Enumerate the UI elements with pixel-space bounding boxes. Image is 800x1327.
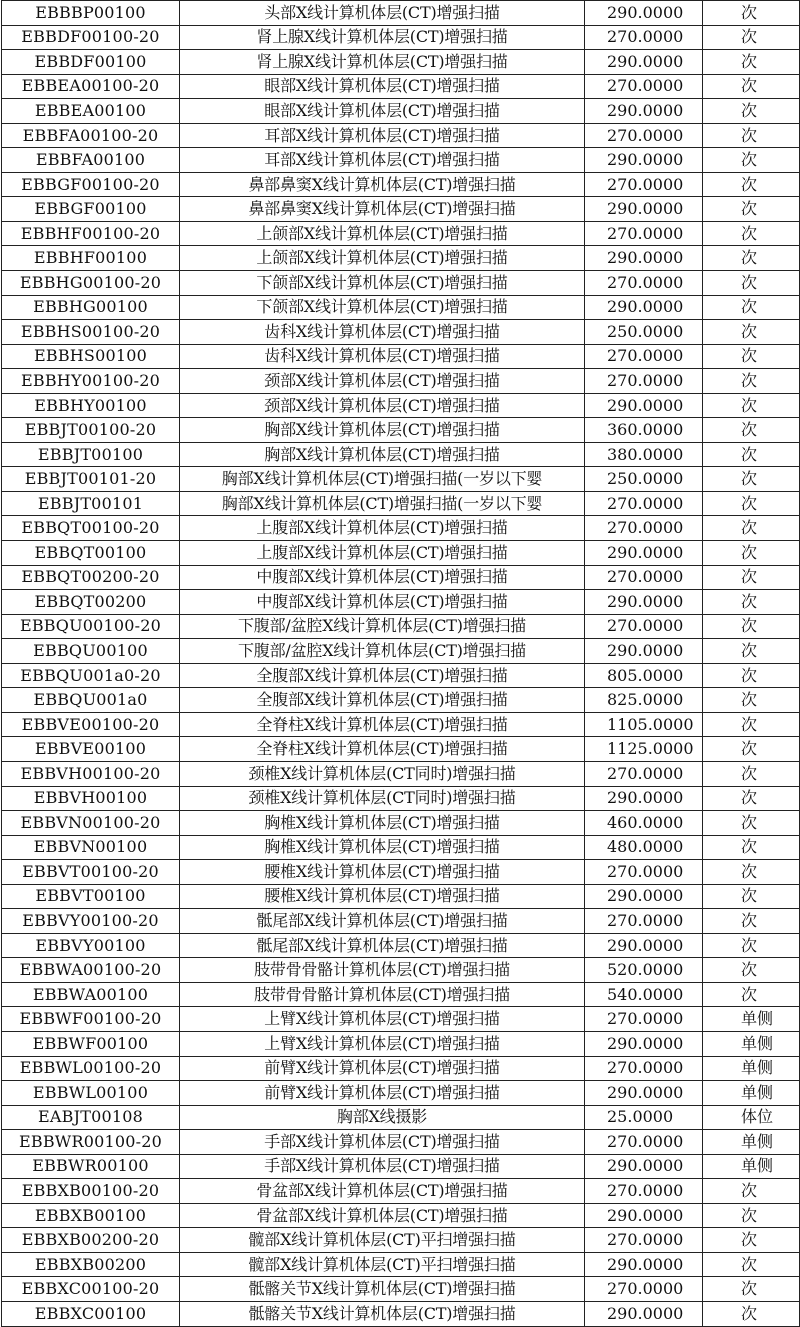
item-name-cell: 肾上腺X线计算机体层(CT)增强扫描 (180, 50, 585, 75)
item-code-cell: EBBFA00100 (2, 148, 180, 173)
item-code-cell: EBBWA00100-20 (2, 958, 180, 983)
item-price-cell: 520.0000 (585, 958, 703, 983)
item-price-cell: 290.0000 (585, 1, 703, 26)
item-price-cell: 290.0000 (585, 786, 703, 811)
item-code-cell: EBBJT00101-20 (2, 467, 180, 492)
item-name-cell: 髋部X线计算机体层(CT)平扫增强扫描 (180, 1252, 585, 1277)
table-row (2, 811, 800, 836)
item-name-cell: 骨盆部X线计算机体层(CT)增强扫描 (180, 1179, 585, 1204)
item-unit-cell: 次 (703, 491, 800, 516)
item-unit-cell: 次 (703, 1252, 800, 1277)
item-code-cell: EBBXB00100-20 (2, 1179, 180, 1204)
table-row (2, 418, 800, 443)
item-name-cell: 前臂X线计算机体层(CT)增强扫描 (180, 1056, 585, 1081)
item-price-cell: 25.0000 (585, 1105, 703, 1130)
item-unit-cell: 次 (703, 246, 800, 271)
item-code-cell: EBBGF00100-20 (2, 172, 180, 197)
table-row (2, 148, 800, 173)
item-code-cell: EBBVE00100 (2, 737, 180, 762)
item-price-cell: 290.0000 (585, 1301, 703, 1326)
item-code-cell: EBBVY00100-20 (2, 909, 180, 934)
table-row (2, 344, 800, 369)
item-unit-cell: 次 (703, 614, 800, 639)
table-row (2, 933, 800, 958)
item-price-cell: 805.0000 (585, 663, 703, 688)
table-row (2, 737, 800, 762)
table-row (2, 884, 800, 909)
item-code-cell: EBBWR00100 (2, 1154, 180, 1179)
item-price-cell: 270.0000 (585, 344, 703, 369)
table-row (2, 1228, 800, 1253)
item-price-cell: 290.0000 (585, 246, 703, 271)
item-unit-cell: 次 (703, 761, 800, 786)
item-unit-cell: 次 (703, 639, 800, 664)
item-unit-cell: 次 (703, 884, 800, 909)
item-price-cell: 270.0000 (585, 123, 703, 148)
item-name-cell: 前臂X线计算机体层(CT)增强扫描 (180, 1081, 585, 1106)
item-unit-cell: 次 (703, 737, 800, 762)
item-name-cell: 耳部X线计算机体层(CT)增强扫描 (180, 123, 585, 148)
table-row (2, 663, 800, 688)
item-name-cell: 中腹部X线计算机体层(CT)增强扫描 (180, 565, 585, 590)
item-price-cell: 290.0000 (585, 1081, 703, 1106)
item-price-cell: 290.0000 (585, 295, 703, 320)
item-code-cell: EBBXB00200 (2, 1252, 180, 1277)
item-unit-cell: 次 (703, 271, 800, 296)
item-name-cell: 骶髂关节X线计算机体层(CT)增强扫描 (180, 1301, 585, 1326)
table-row (2, 688, 800, 713)
item-name-cell: 颈椎X线计算机体层(CT同时)增强扫描 (180, 786, 585, 811)
item-price-cell: 270.0000 (585, 1228, 703, 1253)
item-code-cell: EBBQU001a0 (2, 688, 180, 713)
item-name-cell: 耳部X线计算机体层(CT)增强扫描 (180, 148, 585, 173)
item-unit-cell: 次 (703, 1, 800, 26)
item-name-cell: 全腹部X线计算机体层(CT)增强扫描 (180, 688, 585, 713)
item-price-cell: 290.0000 (585, 1154, 703, 1179)
table-row (2, 1301, 800, 1326)
item-code-cell: EBBHG00100-20 (2, 271, 180, 296)
item-price-cell: 270.0000 (585, 860, 703, 885)
item-price-cell: 270.0000 (585, 1007, 703, 1032)
item-code-cell: EBBQU00100-20 (2, 614, 180, 639)
item-unit-cell: 次 (703, 197, 800, 222)
item-code-cell: EBBGF00100 (2, 197, 180, 222)
table-row (2, 1277, 800, 1302)
table-row (2, 393, 800, 418)
item-name-cell: 中腹部X线计算机体层(CT)增强扫描 (180, 590, 585, 615)
item-unit-cell: 体位 (703, 1105, 800, 1130)
table-row (2, 221, 800, 246)
item-unit-cell: 单侧 (703, 1081, 800, 1106)
table-row (2, 761, 800, 786)
item-price-cell: 250.0000 (585, 320, 703, 345)
item-code-cell: EABJT00108 (2, 1105, 180, 1130)
item-unit-cell: 次 (703, 393, 800, 418)
item-code-cell: EBBJT00100-20 (2, 418, 180, 443)
item-unit-cell: 次 (703, 982, 800, 1007)
item-code-cell: EBBHY00100-20 (2, 369, 180, 394)
item-price-cell: 460.0000 (585, 811, 703, 836)
item-unit-cell: 次 (703, 1277, 800, 1302)
item-code-cell: EBBXC00100 (2, 1301, 180, 1326)
item-unit-cell: 次 (703, 99, 800, 124)
item-unit-cell: 次 (703, 442, 800, 467)
item-price-cell: 270.0000 (585, 909, 703, 934)
table-row (2, 1056, 800, 1081)
item-name-cell: 颈部X线计算机体层(CT)增强扫描 (180, 369, 585, 394)
table-row (2, 860, 800, 885)
item-name-cell: 下颌部X线计算机体层(CT)增强扫描 (180, 271, 585, 296)
item-code-cell: EBBWL00100 (2, 1081, 180, 1106)
item-code-cell: EBBVT00100 (2, 884, 180, 909)
item-unit-cell: 次 (703, 590, 800, 615)
table-row (2, 590, 800, 615)
item-name-cell: 腰椎X线计算机体层(CT)增强扫描 (180, 884, 585, 909)
item-unit-cell: 次 (703, 418, 800, 443)
item-price-cell: 290.0000 (585, 590, 703, 615)
item-unit-cell: 次 (703, 516, 800, 541)
item-name-cell: 胸部X线计算机体层(CT)增强扫描 (180, 418, 585, 443)
item-unit-cell: 次 (703, 688, 800, 713)
item-unit-cell: 单侧 (703, 1031, 800, 1056)
item-unit-cell: 次 (703, 786, 800, 811)
table-row (2, 99, 800, 124)
table-row (2, 1, 800, 26)
table-row (2, 197, 800, 222)
item-code-cell: EBBWF00100-20 (2, 1007, 180, 1032)
item-code-cell: EBBHF00100-20 (2, 221, 180, 246)
item-price-cell: 290.0000 (585, 148, 703, 173)
table-row (2, 320, 800, 345)
item-code-cell: EBBVH00100-20 (2, 761, 180, 786)
item-price-cell: 250.0000 (585, 467, 703, 492)
item-price-cell: 290.0000 (585, 884, 703, 909)
item-price-cell: 270.0000 (585, 1179, 703, 1204)
item-name-cell: 上臂X线计算机体层(CT)增强扫描 (180, 1031, 585, 1056)
item-unit-cell: 次 (703, 221, 800, 246)
table-row (2, 1154, 800, 1179)
item-name-cell: 肢带骨骨骼计算机体层(CT)增强扫描 (180, 958, 585, 983)
table-row (2, 958, 800, 983)
table-row (2, 1105, 800, 1130)
item-name-cell: 肾上腺X线计算机体层(CT)增强扫描 (180, 25, 585, 50)
table-row (2, 541, 800, 566)
item-name-cell: 齿科X线计算机体层(CT)增强扫描 (180, 344, 585, 369)
item-code-cell: EBBVH00100 (2, 786, 180, 811)
item-unit-cell: 次 (703, 295, 800, 320)
item-price-cell: 270.0000 (585, 25, 703, 50)
item-name-cell: 胸部X线计算机体层(CT)增强扫描(一岁以下婴 (180, 491, 585, 516)
item-name-cell: 齿科X线计算机体层(CT)增强扫描 (180, 320, 585, 345)
item-code-cell: EBBXB00200-20 (2, 1228, 180, 1253)
item-name-cell: 上颌部X线计算机体层(CT)增强扫描 (180, 221, 585, 246)
item-code-cell: EBBWA00100 (2, 982, 180, 1007)
table-row (2, 1007, 800, 1032)
item-unit-cell: 次 (703, 933, 800, 958)
table-row (2, 123, 800, 148)
item-price-cell: 290.0000 (585, 1031, 703, 1056)
item-price-cell: 1125.0000 (585, 737, 703, 762)
item-price-cell: 270.0000 (585, 74, 703, 99)
item-name-cell: 下颌部X线计算机体层(CT)增强扫描 (180, 295, 585, 320)
item-price-cell: 290.0000 (585, 933, 703, 958)
table-row (2, 982, 800, 1007)
item-price-cell: 270.0000 (585, 516, 703, 541)
item-price-cell: 290.0000 (585, 639, 703, 664)
item-code-cell: EBBHS00100-20 (2, 320, 180, 345)
item-price-cell: 290.0000 (585, 197, 703, 222)
item-price-cell: 540.0000 (585, 982, 703, 1007)
item-price-cell: 360.0000 (585, 418, 703, 443)
item-name-cell: 眼部X线计算机体层(CT)增强扫描 (180, 74, 585, 99)
item-price-cell: 270.0000 (585, 1130, 703, 1155)
item-unit-cell: 次 (703, 860, 800, 885)
item-price-cell: 270.0000 (585, 271, 703, 296)
item-name-cell: 头部X线计算机体层(CT)增强扫描 (180, 1, 585, 26)
item-code-cell: EBBVE00100-20 (2, 712, 180, 737)
item-unit-cell: 次 (703, 835, 800, 860)
item-code-cell: EBBXC00100-20 (2, 1277, 180, 1302)
item-unit-cell: 次 (703, 712, 800, 737)
item-name-cell: 骶尾部X线计算机体层(CT)增强扫描 (180, 909, 585, 934)
table-row (2, 786, 800, 811)
item-name-cell: 手部X线计算机体层(CT)增强扫描 (180, 1130, 585, 1155)
item-code-cell: EBBJT00100 (2, 442, 180, 467)
item-name-cell: 胸部X线计算机体层(CT)增强扫描 (180, 442, 585, 467)
item-code-cell: EBBQT00100 (2, 541, 180, 566)
item-price-cell: 270.0000 (585, 491, 703, 516)
table-row (2, 835, 800, 860)
item-name-cell: 眼部X线计算机体层(CT)增强扫描 (180, 99, 585, 124)
table-row (2, 516, 800, 541)
item-name-cell: 肢带骨骨骼计算机体层(CT)增强扫描 (180, 982, 585, 1007)
item-name-cell: 骶尾部X线计算机体层(CT)增强扫描 (180, 933, 585, 958)
item-code-cell: EBBBP00100 (2, 1, 180, 26)
item-unit-cell: 次 (703, 369, 800, 394)
item-unit-cell: 单侧 (703, 1130, 800, 1155)
item-unit-cell: 次 (703, 909, 800, 934)
item-unit-cell: 单侧 (703, 1007, 800, 1032)
table-row (2, 25, 800, 50)
item-name-cell: 髋部X线计算机体层(CT)平扫增强扫描 (180, 1228, 585, 1253)
table-row (2, 246, 800, 271)
item-name-cell: 颈椎X线计算机体层(CT同时)增强扫描 (180, 761, 585, 786)
item-name-cell: 上腹部X线计算机体层(CT)增强扫描 (180, 541, 585, 566)
item-name-cell: 胸部X线计算机体层(CT)增强扫描(一岁以下婴 (180, 467, 585, 492)
item-code-cell: EBBQT00100-20 (2, 516, 180, 541)
item-unit-cell: 次 (703, 1228, 800, 1253)
table-row (2, 491, 800, 516)
item-name-cell: 全脊柱X线计算机体层(CT)增强扫描 (180, 737, 585, 762)
item-code-cell: EBBDF00100-20 (2, 25, 180, 50)
item-code-cell: EBBHS00100 (2, 344, 180, 369)
item-price-cell: 1105.0000 (585, 712, 703, 737)
table-row (2, 1130, 800, 1155)
item-price-cell: 270.0000 (585, 1056, 703, 1081)
table-row (2, 369, 800, 394)
item-code-cell: EBBHG00100 (2, 295, 180, 320)
item-code-cell: EBBJT00101 (2, 491, 180, 516)
item-code-cell: EBBEA00100-20 (2, 74, 180, 99)
item-code-cell: EBBHY00100 (2, 393, 180, 418)
item-code-cell: EBBWR00100-20 (2, 1130, 180, 1155)
item-price-cell: 270.0000 (585, 614, 703, 639)
item-code-cell: EBBFA00100-20 (2, 123, 180, 148)
item-name-cell: 全腹部X线计算机体层(CT)增强扫描 (180, 663, 585, 688)
table-row (2, 1081, 800, 1106)
item-price-cell: 825.0000 (585, 688, 703, 713)
item-price-cell: 270.0000 (585, 761, 703, 786)
item-name-cell: 胸部X线摄影 (180, 1105, 585, 1130)
table-row (2, 74, 800, 99)
item-code-cell: EBBXB00100 (2, 1203, 180, 1228)
item-name-cell: 全脊柱X线计算机体层(CT)增强扫描 (180, 712, 585, 737)
item-unit-cell: 次 (703, 565, 800, 590)
item-price-cell: 290.0000 (585, 541, 703, 566)
item-price-cell: 270.0000 (585, 221, 703, 246)
item-name-cell: 鼻部鼻窦X线计算机体层(CT)增强扫描 (180, 172, 585, 197)
item-name-cell: 手部X线计算机体层(CT)增强扫描 (180, 1154, 585, 1179)
item-price-cell: 270.0000 (585, 1277, 703, 1302)
item-price-cell: 290.0000 (585, 1252, 703, 1277)
item-unit-cell: 次 (703, 467, 800, 492)
item-code-cell: EBBVT00100-20 (2, 860, 180, 885)
item-unit-cell: 次 (703, 811, 800, 836)
price-table (1, 0, 800, 1327)
table-row (2, 1252, 800, 1277)
item-name-cell: 颈部X线计算机体层(CT)增强扫描 (180, 393, 585, 418)
table-row (2, 1203, 800, 1228)
item-code-cell: EBBVN00100-20 (2, 811, 180, 836)
item-name-cell: 上臂X线计算机体层(CT)增强扫描 (180, 1007, 585, 1032)
item-unit-cell: 单侧 (703, 1056, 800, 1081)
table-row (2, 50, 800, 75)
item-unit-cell: 次 (703, 541, 800, 566)
item-code-cell: EBBVY00100 (2, 933, 180, 958)
item-code-cell: EBBVN00100 (2, 835, 180, 860)
item-price-cell: 270.0000 (585, 369, 703, 394)
item-unit-cell: 次 (703, 25, 800, 50)
item-name-cell: 下腹部/盆腔X线计算机体层(CT)增强扫描 (180, 614, 585, 639)
item-price-cell: 270.0000 (585, 172, 703, 197)
table-row (2, 467, 800, 492)
item-code-cell: EBBDF00100 (2, 50, 180, 75)
item-name-cell: 上颌部X线计算机体层(CT)增强扫描 (180, 246, 585, 271)
item-name-cell: 骨盆部X线计算机体层(CT)增强扫描 (180, 1203, 585, 1228)
item-unit-cell: 单侧 (703, 1154, 800, 1179)
table-body (2, 1, 800, 1327)
table-row (2, 712, 800, 737)
item-name-cell: 上腹部X线计算机体层(CT)增强扫描 (180, 516, 585, 541)
item-price-cell: 380.0000 (585, 442, 703, 467)
item-code-cell: EBBEA00100 (2, 99, 180, 124)
table-row (2, 271, 800, 296)
item-unit-cell: 次 (703, 663, 800, 688)
item-unit-cell: 次 (703, 1301, 800, 1326)
item-code-cell: EBBWL00100-20 (2, 1056, 180, 1081)
item-name-cell: 下腹部/盆腔X线计算机体层(CT)增强扫描 (180, 639, 585, 664)
item-code-cell: EBBQT00200-20 (2, 565, 180, 590)
item-unit-cell: 次 (703, 344, 800, 369)
item-unit-cell: 次 (703, 123, 800, 148)
table-row (2, 442, 800, 467)
item-name-cell: 鼻部鼻窦X线计算机体层(CT)增强扫描 (180, 197, 585, 222)
item-unit-cell: 次 (703, 1179, 800, 1204)
table-row (2, 172, 800, 197)
item-price-cell: 290.0000 (585, 99, 703, 124)
item-unit-cell: 次 (703, 148, 800, 173)
item-unit-cell: 次 (703, 320, 800, 345)
item-price-cell: 290.0000 (585, 1203, 703, 1228)
item-code-cell: EBBQU001a0-20 (2, 663, 180, 688)
item-unit-cell: 次 (703, 958, 800, 983)
item-name-cell: 腰椎X线计算机体层(CT)增强扫描 (180, 860, 585, 885)
item-name-cell: 骶髂关节X线计算机体层(CT)增强扫描 (180, 1277, 585, 1302)
item-code-cell: EBBQT00200 (2, 590, 180, 615)
item-unit-cell: 次 (703, 172, 800, 197)
item-name-cell: 胸椎X线计算机体层(CT)增强扫描 (180, 811, 585, 836)
item-code-cell: EBBWF00100 (2, 1031, 180, 1056)
table-row (2, 1031, 800, 1056)
item-code-cell: EBBQU00100 (2, 639, 180, 664)
item-unit-cell: 次 (703, 74, 800, 99)
table-row (2, 614, 800, 639)
item-price-cell: 480.0000 (585, 835, 703, 860)
table-row (2, 295, 800, 320)
item-name-cell: 胸椎X线计算机体层(CT)增强扫描 (180, 835, 585, 860)
table-row (2, 565, 800, 590)
item-code-cell: EBBHF00100 (2, 246, 180, 271)
item-price-cell: 290.0000 (585, 393, 703, 418)
item-unit-cell: 次 (703, 1203, 800, 1228)
table-row (2, 909, 800, 934)
table-row (2, 1179, 800, 1204)
item-price-cell: 270.0000 (585, 565, 703, 590)
item-price-cell: 290.0000 (585, 50, 703, 75)
table-row (2, 639, 800, 664)
item-unit-cell: 次 (703, 50, 800, 75)
